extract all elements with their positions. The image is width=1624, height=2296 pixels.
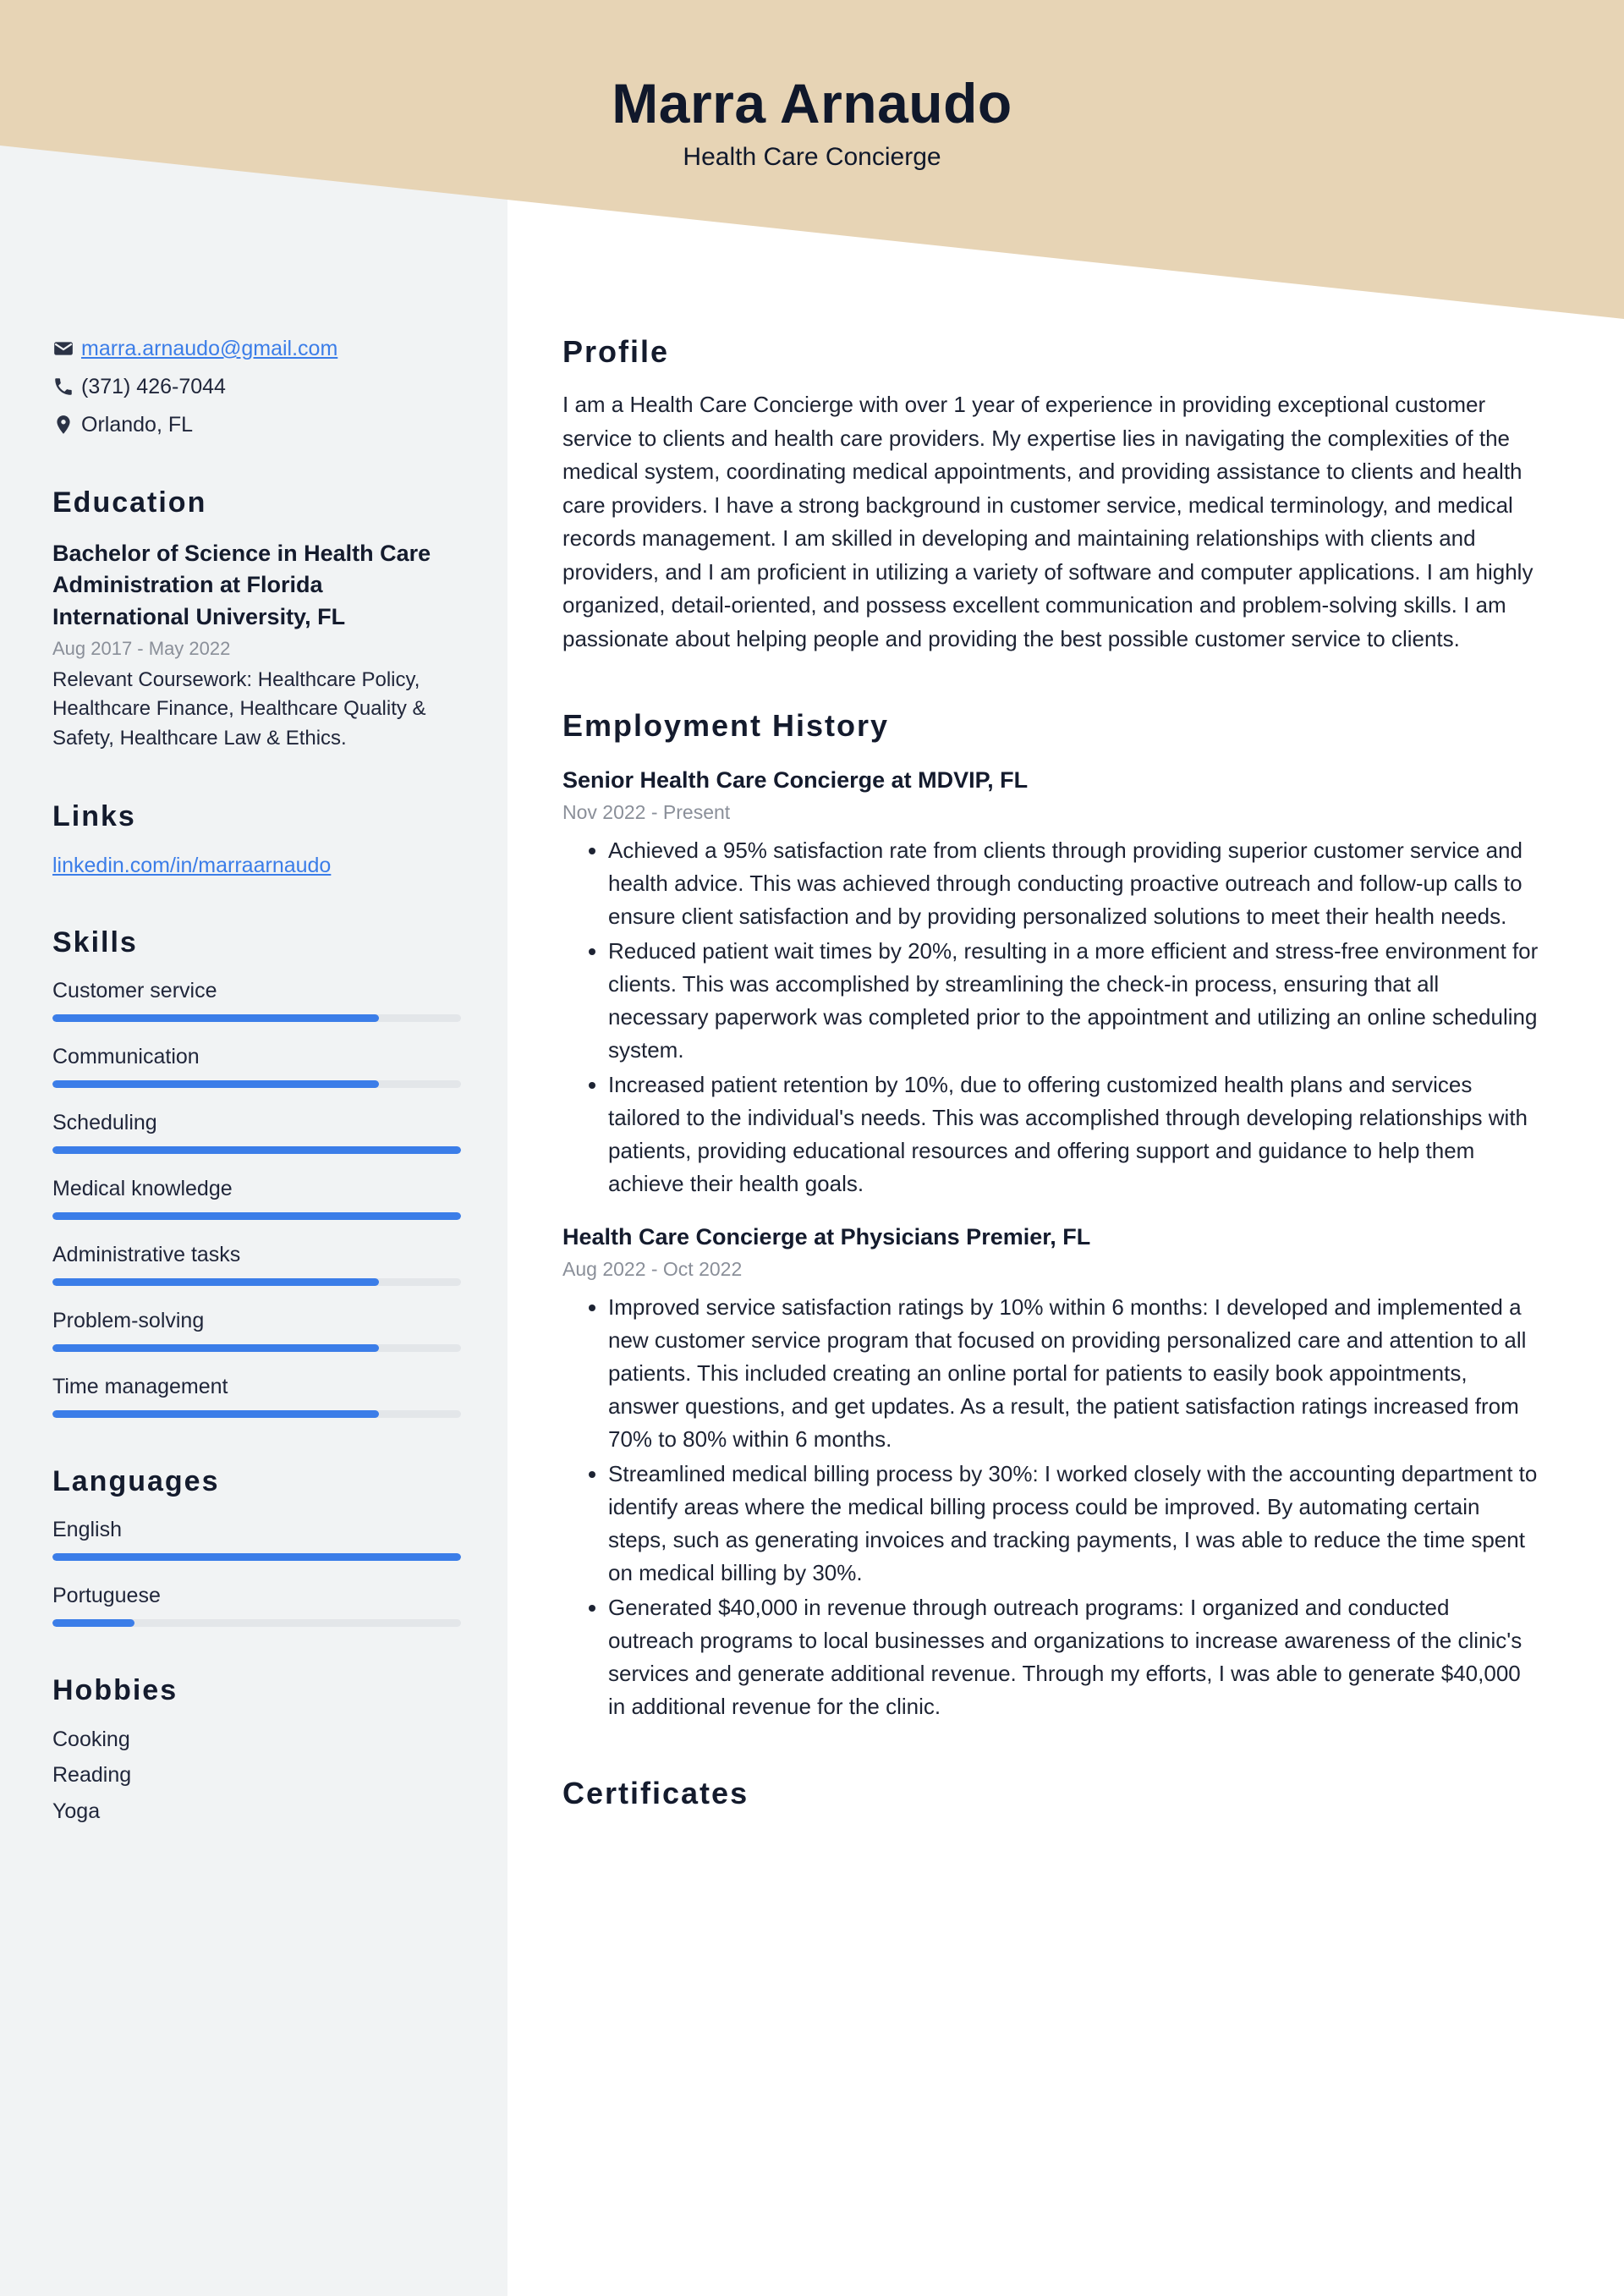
phone-text: (371) 426-7044 (81, 375, 226, 398)
skill-bar-fill (52, 1344, 379, 1352)
skill-label: Customer service (52, 979, 217, 1003)
languages-list (52, 1517, 461, 1627)
sidebar (0, 0, 508, 2296)
language-bar-track (52, 1553, 461, 1561)
employment-bullet: • Improved service satisfaction ratings by 10% within 6 months: I developed and implemented a new customer service program that focused on providing personalized care and attention to all patients. This included creating an online portal for patients to easily book appointments, answer questions, and get updates. As a result, the patient satisfaction ratings increased from 70% to 80% within 6 months. (608, 1291, 1539, 1456)
hobby-item: Cooking (52, 1727, 130, 1752)
contact-item-phone (52, 372, 461, 401)
employment-bullet: • Reduced patient wait times by 20%, resulting in a more efficient and stress-free environment for clients. This was accomplished by streamlining the check-in process, ensuring that all necessary paperwork was completed prior to the appointment and utilizing an online scheduling system. (608, 935, 1539, 1067)
skill-bar-fill (52, 1014, 379, 1022)
language-bar-fill (52, 1619, 134, 1627)
employment-heading: Employment History (562, 708, 890, 744)
skill-bar-track (52, 1014, 461, 1022)
employment-list (562, 766, 1539, 1723)
links-list (52, 852, 461, 880)
employment-date: Nov 2022 - Present (562, 801, 731, 824)
skill-bar-fill (52, 1080, 379, 1088)
language-label: Portuguese (52, 1584, 161, 1608)
education-description: Relevant Coursework: Healthcare Policy, Healthcare Finance, Healthcare Quality & Safety, Healthcare Law & Ethics. (52, 668, 426, 750)
profile-text: I am a Health Care Concierge with over 1 year of experience in providing exceptional customer service to clients and health care providers. My expertise lies in navigating the complexities of the medical system, coordinating medical appointments, and providing assistance to clients and health care providers. I have a strong background in customer service, medical terminology, and medical records management. I am skilled in developing and maintaining relationships with clients and providers, and I am proficient in utilizing a variety of software and computer applications. I am highly organized, detail-oriented, and possess excellent communication and problem-solving skills. I am passionate about helping people and providing the best possible customer service to clients. (562, 392, 1533, 651)
skill-label: Time management (52, 1375, 228, 1399)
language-item (52, 1583, 461, 1627)
employment-bullet: • Achieved a 95% satisfaction rate from clients through providing superior customer service and health advice. This was achieved through conducting proactive outreach and follow-up calls to ensure client satisfaction and by providing personalized solutions to meet their health needs. (608, 834, 1539, 933)
employment-title: Health Care Concierge at Physicians Premier, FL (562, 1224, 1091, 1250)
location-text: Orlando, FL (81, 413, 194, 437)
education-date: Aug 2017 - May 2022 (52, 637, 231, 659)
envelope-icon (52, 338, 81, 360)
hobby-item: Reading (52, 1763, 132, 1788)
skill-item (52, 1110, 461, 1154)
main-column (508, 0, 1624, 2296)
skills-heading: Skills (52, 926, 138, 959)
skill-bar-track (52, 1344, 461, 1352)
hobby-item: Yoga (52, 1799, 101, 1823)
language-bar-track (52, 1619, 461, 1627)
skill-bar-fill (52, 1410, 379, 1418)
candidate-job-title: Health Care Concierge (683, 142, 941, 171)
skill-item (52, 1044, 461, 1088)
contact-item-location (52, 410, 461, 439)
education-degree: Bachelor of Science in Health Care Administration at Florida International University, FL (52, 541, 431, 629)
language-bar-fill (52, 1553, 461, 1561)
email-text[interactable]: marra.arnaudo@gmail.com (81, 337, 338, 360)
candidate-name: Marra Arnaudo (612, 72, 1012, 135)
skill-label: Communication (52, 1045, 200, 1069)
skill-bar-fill (52, 1146, 461, 1154)
skill-item (52, 1374, 461, 1418)
employment-bullet: • Generated $40,000 in revenue through outreach programs: I organized and conducted outreach programs to local businesses and organizations to increase awareness of the clinic's services and generate additional revenue. Through my efforts, I was able to generate $40,000 in additional revenue for the clinic. (608, 1591, 1539, 1723)
skill-bar-track (52, 1278, 461, 1286)
skill-bar-fill (52, 1278, 379, 1286)
skills-list (52, 978, 461, 1418)
skill-bar-fill (52, 1212, 461, 1220)
skill-label: Problem-solving (52, 1309, 205, 1333)
hobbies-list (52, 1726, 461, 1826)
phone-icon (52, 376, 81, 398)
skill-label: Scheduling (52, 1111, 157, 1135)
employment-bullet: • Increased patient retention by 10%, due to offering customized health plans and services tailored to the individual's needs. This was accomplished through developing relationships with patients, providing educational resources and offering support and guidance to help them achieve their health goals. (608, 1068, 1539, 1200)
skill-item (52, 978, 461, 1022)
skill-bar-track (52, 1410, 461, 1418)
link-linkedin[interactable]: linkedin.com/in/marraarnaudo (52, 853, 332, 877)
profile-heading: Profile (562, 334, 670, 369)
skill-bar-track (52, 1080, 461, 1088)
languages-heading: Languages (52, 1465, 220, 1498)
employment-bullets (562, 1291, 1539, 1723)
language-item (52, 1517, 461, 1561)
certificates-heading: Certificates (562, 1776, 749, 1811)
skill-label: Medical knowledge (52, 1177, 233, 1201)
skill-item (52, 1308, 461, 1352)
employment-title: Senior Health Care Concierge at MDVIP, FL (562, 767, 1029, 794)
location-pin-icon (52, 414, 81, 436)
employment-entry (562, 1222, 1539, 1723)
skill-item (52, 1242, 461, 1286)
language-label: English (52, 1518, 122, 1542)
contact-list (52, 334, 461, 439)
links-heading: Links (52, 799, 136, 832)
employment-entry (562, 766, 1539, 1200)
skill-item (52, 1176, 461, 1220)
employment-bullet: • Streamlined medical billing process by 30%: I worked closely with the accounting department to identify areas where the medical billing process could be improved. By automating certain steps, such as generating invoices and tracking payments, I was able to reduce the time spent on medical billing by 30%. (608, 1458, 1539, 1590)
hobbies-heading: Hobbies (52, 1674, 178, 1707)
contact-item-email[interactable] (52, 334, 461, 363)
skill-bar-track (52, 1212, 461, 1220)
education-heading: Education (52, 486, 207, 519)
education-entry (52, 538, 461, 753)
employment-bullets (562, 834, 1539, 1200)
skill-bar-track (52, 1146, 461, 1154)
employment-date: Aug 2022 - Oct 2022 (562, 1258, 743, 1281)
skill-label: Administrative tasks (52, 1243, 241, 1267)
